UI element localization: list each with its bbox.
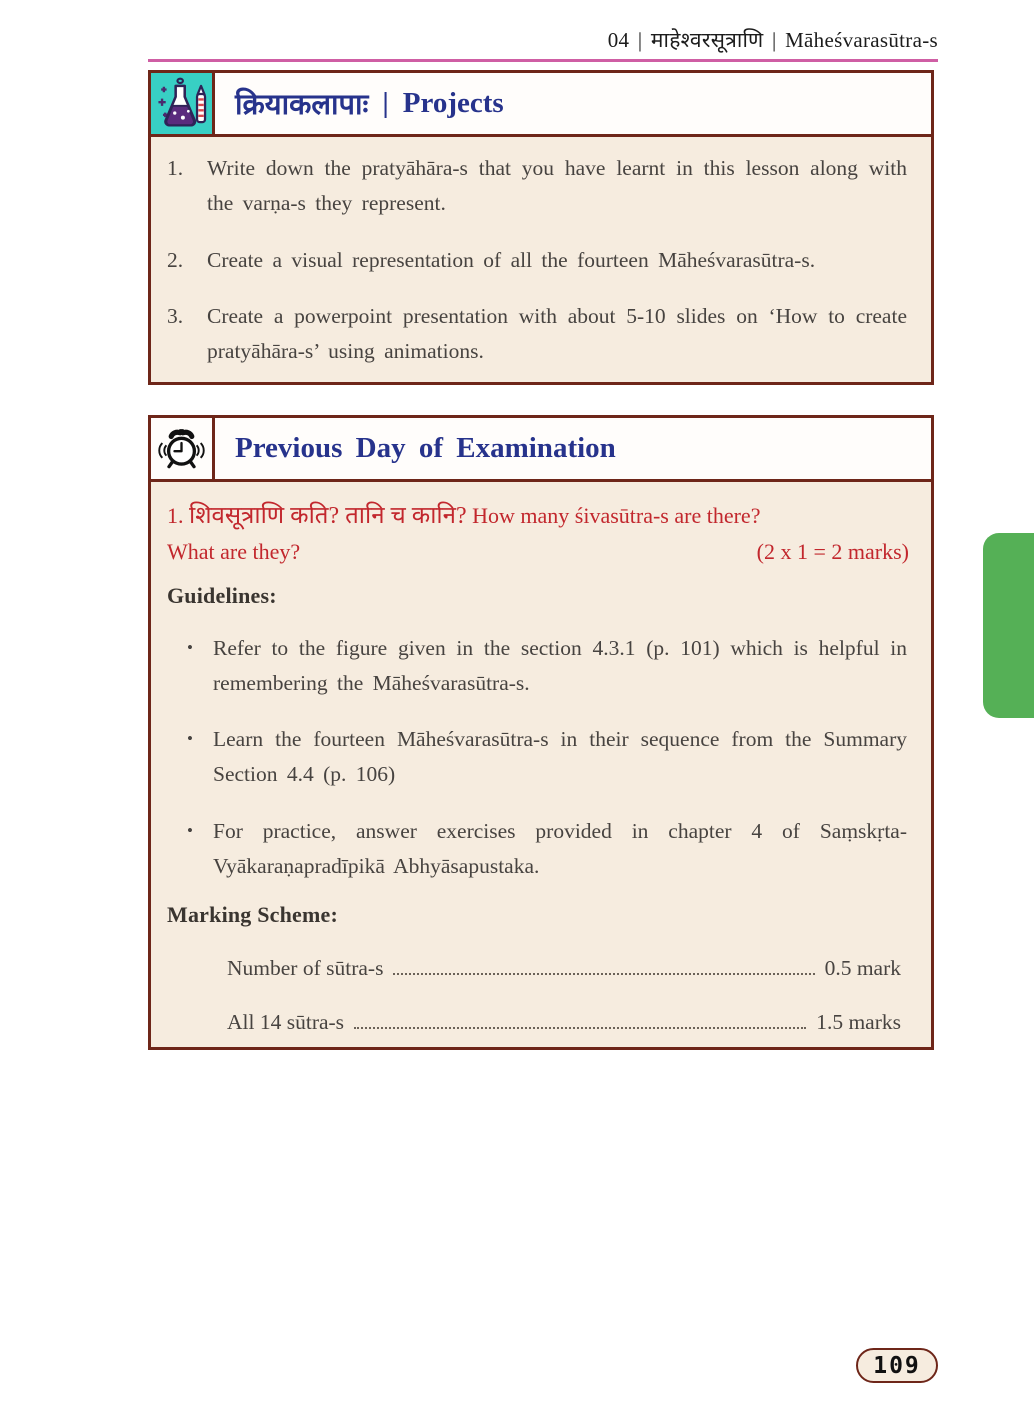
guideline-item — [167, 814, 909, 884]
projects-title-english: Projects — [402, 87, 504, 119]
marking-row — [227, 1007, 901, 1035]
projects-box-header — [151, 73, 931, 137]
bullet-icon: • — [187, 637, 193, 657]
marking-item-marks: 1.5 marks — [816, 1009, 901, 1034]
projects-title-sanskrit: क्रियाकलापाः — [235, 89, 369, 121]
project-item-number: 2. — [167, 247, 184, 272]
marking-scheme-label: Marking Scheme: — [167, 901, 339, 927]
guideline-item — [167, 722, 909, 792]
examination-box-header — [151, 418, 931, 482]
question-number: 1. — [167, 503, 184, 528]
dotted-leader — [393, 954, 814, 976]
project-item-text: Create a powerpoint presentation with about 5-10 slides on ‘How to create pratyāhāra-s’ using animations. — [207, 304, 907, 364]
projects-box-title — [215, 73, 504, 134]
examination-title-text: Previous Day of Examination — [235, 432, 616, 464]
page-number-badge: 109 — [856, 1348, 938, 1383]
question-english: How many śivasūtra-s are there? — [472, 503, 761, 528]
project-item-number: 3. — [167, 304, 184, 329]
projects-list — [151, 137, 931, 401]
guideline-item — [167, 631, 909, 701]
project-item-number: 1. — [167, 156, 184, 180]
question-sanskrit: शिवसूत्राणि कति? तानि च कानि? — [189, 503, 467, 529]
project-item-text: Write down the pratyāhāra-s that you have learnt in this lesson along with the varṇa-s they represent. — [207, 156, 907, 215]
examination-box — [148, 415, 934, 1050]
flask-icon — [151, 73, 215, 134]
project-item — [167, 243, 907, 278]
project-item — [167, 299, 907, 369]
guideline-text: For practice, answer exercises provided in chapter 4 of Saṃskṛta-Vyākaraṇapradīpikā Abhyāsapustaka. — [213, 819, 907, 878]
alarm-clock-icon — [151, 418, 215, 479]
project-item — [167, 151, 907, 221]
marking-item-marks: 0.5 mark — [824, 956, 901, 981]
chapter-edge-tab — [983, 533, 1034, 718]
question-english-cont: What are they? — [167, 538, 301, 564]
guidelines-label: Guidelines: — [167, 582, 277, 608]
guideline-text: Refer to the figure given in the section 4.3.1 (p. 101) which is helpful in remembering the Māheśvarasūtra-s. — [213, 635, 907, 695]
question — [167, 496, 909, 537]
bullet-icon: • — [187, 821, 193, 841]
marking-row — [227, 954, 901, 982]
running-header: 04 | माहेश्वरसूत्राणि | Māheśvarasūtra-s — [607, 28, 938, 52]
projects-box — [148, 70, 934, 385]
marking-item-label: All 14 sūtra-s — [227, 1009, 345, 1034]
question-line2 — [167, 539, 909, 565]
marking-item-label: Number of sūtra-s — [227, 956, 384, 981]
bullet-icon: • — [187, 729, 193, 749]
guideline-text: Learn the fourteen Māheśvarasūtra-s in their sequence from the Summary Section 4.4 (p. 106) — [213, 727, 907, 787]
examination-box-title — [215, 418, 616, 479]
projects-title-separator: | — [382, 87, 389, 119]
examination-body — [151, 482, 931, 1045]
project-item-text: Create a visual representation of all the fourteen Māheśvarasūtra-s. — [207, 247, 816, 272]
dotted-leader — [354, 1007, 806, 1029]
header-rule — [148, 59, 938, 62]
question-marks: (2 x 1 = 2 marks) — [756, 538, 909, 564]
